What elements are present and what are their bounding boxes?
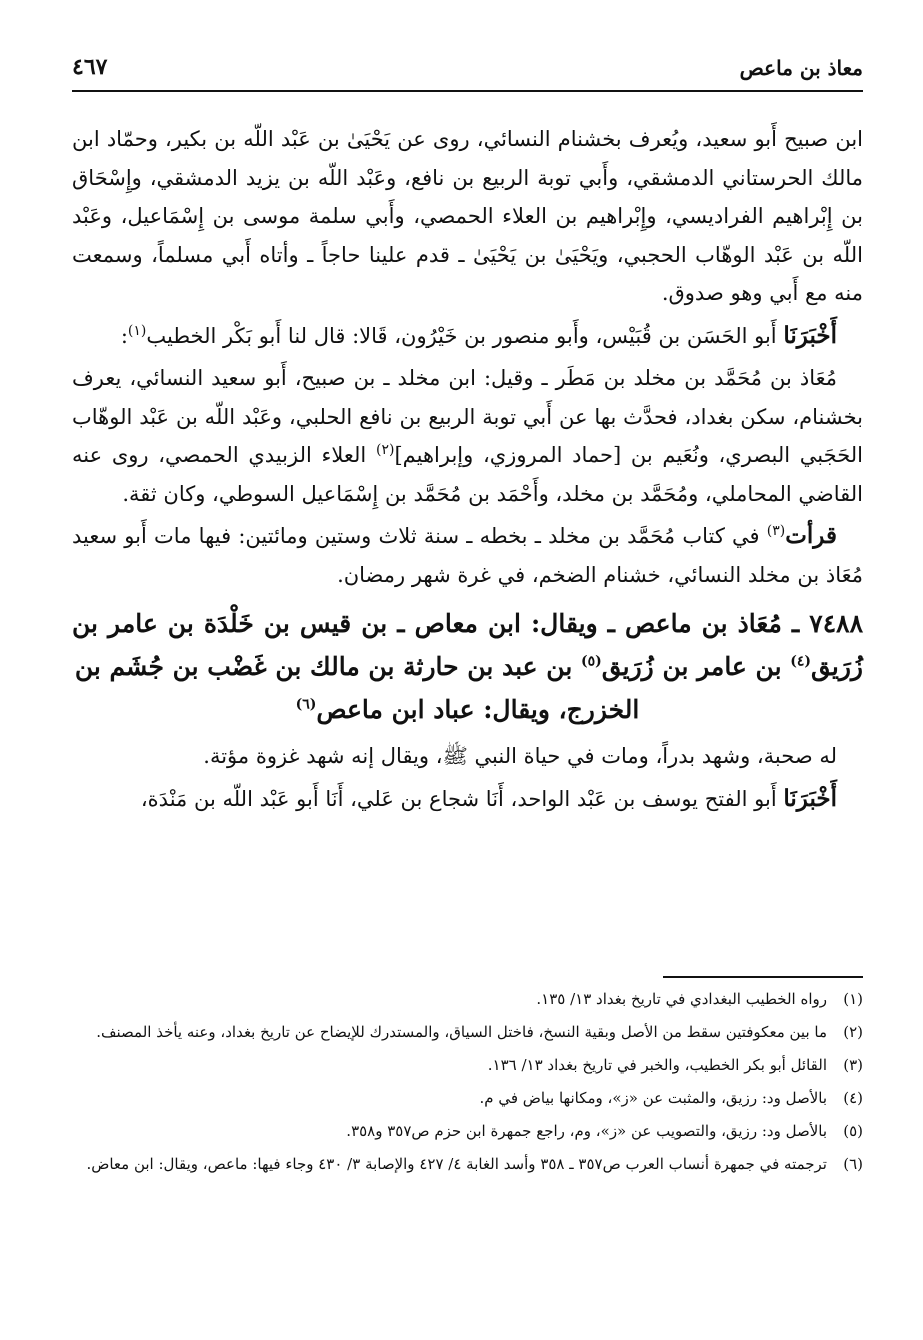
footnotes: [72, 986, 863, 1184]
footnote-text: القائل أبو بكر الخطيب، والخبر في تاريخ بغداد ١٣/ ١٣٦.: [487, 1056, 827, 1074]
paragraph-4-lead: قرأت: [785, 522, 837, 549]
main-text: [72, 120, 863, 822]
paragraph-3-part-b: العلاء الزبيدي الحمصي، روى عنه القاضي المحاملي، ومُحَمَّد بن مخلد، وأَحْمَد بن مُحَمَّد بن إِسْمَاعيل السوطي، وكان ثقة.: [72, 443, 863, 506]
footnote-ref-5: (٥): [581, 653, 602, 670]
footnote-separator: [663, 976, 863, 978]
paragraph-2-lead: أَخْبَرَنَا: [783, 321, 837, 349]
page-number: ٤٦٧: [72, 54, 108, 80]
paragraph-2-text: أَبو الحَسَن بن قُبَيْس، وأَبو منصور بن خَيْرُون، قَالا: قال لنا أَبو بَكْر الخطيب: [146, 323, 777, 348]
footnote-text: رواه الخطيب البغدادي في تاريخ بغداد ١٣/ ١٣٥.: [536, 990, 827, 1008]
paragraph-6-text: أَبو الفتح يوسف بن عَبْد الواحد، أَنَا شجاع بن عَلي، أَنَا أَبو عَبْد اللّه بن مَنْدَة،: [140, 786, 777, 811]
entry-heading-part-a: ٧٤٨٨ ـ مُعَاذ بن ماعص ـ ويقال: ابن معاص ـ بن قيس بن خَلْدَة بن عامر بن زُرَيق: [72, 609, 863, 681]
footnote-ref-6: (٦): [295, 696, 317, 713]
paragraph-6-lead: أَخْبَرَنَا: [783, 784, 837, 812]
paragraph-4: [72, 517, 863, 594]
paragraph-4-text: في كتاب مُحَمَّد بن مخلد ـ بخطه ـ سنة ثلاث وستين ومائتين: فيها مات أَبو سعيد مُعَاذ بن مخلد النسائي، خشنام الضخم، في غرة شهر رمضان.: [72, 524, 863, 587]
paragraph-2: [72, 317, 863, 356]
footnote-number: (١): [843, 990, 863, 1008]
footnote-text: ترجمته في جمهرة أنساب العرب ص٣٥٧ ـ ٣٥٨ وأسد الغابة ٤/ ٤٢٧ والإصابة ٣/ ٤٣٠ وجاء فيها: ماعص، ويقال: ابن معاض.: [86, 1155, 827, 1173]
entry-heading: [72, 602, 863, 731]
footnote-text: ما بين معكوفتين سقط من الأصل وبقية النسخ، فاختل السياق، والمستدرك للإيضاح عن تاريخ بغداد، وعنه يأخذ المصنف.: [96, 1023, 827, 1041]
footnote: [72, 1052, 863, 1078]
paragraph-1: ابن صبيح أَبو سعيد، ويُعرف بخشنام النسائي، روى عن يَحْيَىٰ بن عَبْد اللّه بن بكير، وحمّاد ابن مالك الحرستاني الدمشقي، وأَبي توبة الربيع بن نافع، وعَبْد اللّه بن يزيد الدمشقي، وإِسْحَاق بن إِبْراهيم الفراديسي، وإِبْراهيم بن العلاء الحمصي، وأَبي سلمة موسى بن إِسْمَاعيل، وعَبْد اللّه بن عَبْد الوهّاب الحجبي، ويَحْيَىٰ بن يَحْيَىٰ ـ قدم علينا حاجاً ـ وأتاه أَبي مسلماً، وسمعت منه مع أَبي وهو صدوق.: [72, 127, 863, 305]
paragraph-3: [72, 359, 863, 513]
footnote-text: بالأصل ود: رزيق، والتصويب عن «ز»، وم، راجع جمهرة ابن حزم ص٣٥٧ و٣٥٨.: [346, 1122, 827, 1140]
footnote-number: (٦): [843, 1155, 863, 1173]
footnote-ref-1: (١): [127, 322, 147, 339]
entry-heading-last-line: [72, 688, 863, 731]
footnote-number: (٥): [843, 1122, 863, 1140]
entry-heading-part-d: الخزرج، ويقال: عباد ابن ماعص: [316, 695, 640, 724]
footnote: [72, 986, 863, 1012]
paragraph-2-tail: :: [120, 323, 128, 348]
footnote: [72, 1019, 863, 1045]
footnote-ref-4: (٤): [790, 653, 812, 670]
paragraph-5: له صحبة، وشهد بدراً، ومات في حياة النبي ﷺ، ويقال إنه شهد غزوة مؤتة.: [203, 744, 837, 768]
footnote-ref-3: (٣): [766, 523, 786, 539]
running-title: معاذ بن ماعص: [739, 56, 863, 80]
footnote-number: (٤): [843, 1089, 863, 1107]
paragraph-3-part-a: مُعَاذ بن مُحَمَّد بن مخلد بن مَطَر ـ وقيل: ابن مخلد ـ بن صبيح، أَبو سعيد النسائي، يعرف بخشنام، سكن بغداد، فحدَّث بها عن أَبي توبة الربيع بن نافع الحلبي، وعَبْد اللّه بن عَبْد الوهّاب الحَجَبي البصري، ونُعَيم بن [حماد المروزي، وإبراهيم]: [72, 366, 863, 467]
footnote-number: (٢): [843, 1023, 863, 1041]
footnote-text: بالأصل ود: رزيق، والمثبت عن «ز»، ومكانها بياض في م.: [479, 1089, 827, 1107]
entry-heading-part-b: بن عامر بن زُرَيق: [601, 652, 782, 681]
footnote-ref-2: (٢): [375, 442, 395, 458]
entry-heading-part-c: بن عبد بن حارثة بن مالك بن غَضْب بن جُشَم بن: [74, 652, 573, 681]
paragraph-6: [72, 780, 863, 819]
footnote: [72, 1118, 863, 1144]
footnote-number: (٣): [843, 1056, 863, 1074]
footnote: [72, 1151, 863, 1177]
footnote: [72, 1085, 863, 1111]
page-header: [72, 52, 863, 92]
